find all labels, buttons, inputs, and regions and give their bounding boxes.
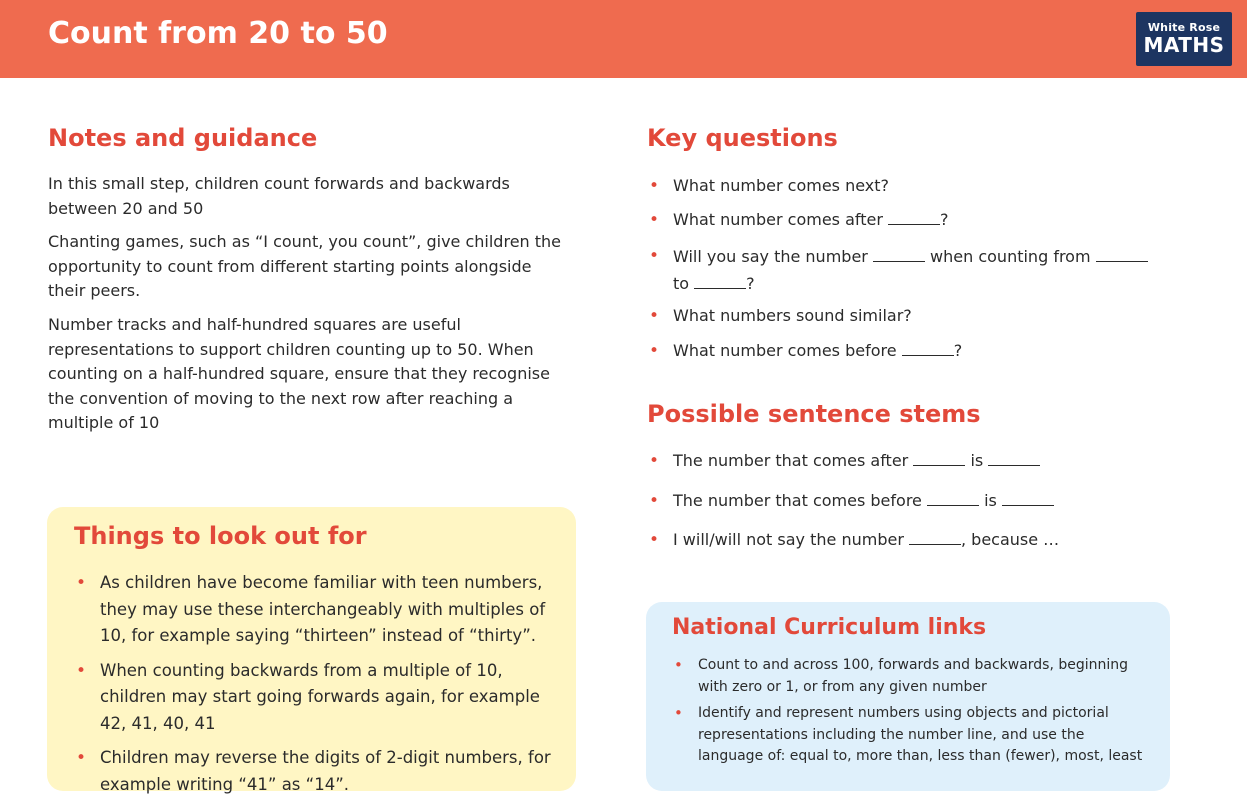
- stem-text: , because …: [961, 530, 1060, 549]
- stem-text: I will/will not say the number: [673, 530, 904, 549]
- page-title: Count from 20 to 50: [48, 16, 388, 51]
- lookout-item-text: As children have become familiar with teen numbers, they may use these interchangeably with multiples of 10, for example saying “thirteen” instead of “thirty”.: [100, 573, 546, 645]
- lookout-heading: Things to look out for: [74, 522, 367, 550]
- answer-blank: [902, 342, 954, 356]
- bullet-icon: •: [649, 176, 660, 196]
- logo-text-top: White Rose: [1147, 21, 1221, 34]
- list-item: [74, 570, 564, 650]
- list-item: [647, 528, 1167, 552]
- answer-blank: [909, 531, 961, 545]
- sentence-stems-list: [647, 449, 1167, 552]
- list-item: [647, 449, 1167, 473]
- list-item: [647, 208, 1167, 232]
- bullet-icon: •: [649, 530, 660, 550]
- question-text: ?: [940, 210, 949, 229]
- question-text: ?: [746, 274, 755, 293]
- bullet-icon: •: [674, 656, 683, 674]
- question-text: ?: [953, 341, 963, 360]
- answer-blank: [988, 452, 1040, 466]
- list-item: [74, 745, 564, 798]
- notes-paragraph: Chanting games, such as “I count, you count”, give children the opportunity to count from different starting points alongside their peers.: [48, 232, 562, 300]
- white-rose-maths-logo: [1136, 12, 1232, 66]
- bullet-icon: •: [649, 306, 660, 326]
- bullet-icon: •: [76, 573, 87, 593]
- question-text: when counting from: [930, 247, 1091, 266]
- curriculum-list: [672, 655, 1152, 768]
- question-text: What number comes before: [673, 341, 897, 360]
- bullet-icon: •: [649, 491, 660, 511]
- list-item: [672, 703, 1152, 768]
- sentence-stems-heading: Possible sentence stems: [647, 400, 981, 428]
- notes-heading: Notes and guidance: [48, 124, 318, 152]
- notes-paragraph: In this small step, children count forwards and backwards between 20 and 50: [48, 174, 510, 218]
- header-bar: [0, 0, 1247, 78]
- list-item: [647, 339, 1167, 363]
- list-item: [672, 655, 1152, 698]
- question-text: What numbers sound similar?: [673, 306, 912, 325]
- key-questions-list: [647, 174, 1167, 363]
- curriculum-item-text: Count to and across 100, forwards and backwards, beginning with zero or 1, or from any given number: [698, 657, 1129, 695]
- stem-text: The number that comes after: [673, 451, 909, 470]
- list-item: [647, 304, 1167, 328]
- lookout-item-text: Children may reverse the digits of 2-digit numbers, for example writing “41” as “14”.: [100, 748, 551, 794]
- answer-blank: [888, 211, 940, 225]
- key-questions-heading: Key questions: [647, 124, 838, 152]
- question-text: What number comes after: [673, 210, 883, 229]
- answer-blank: [694, 275, 746, 289]
- lookout-list: [74, 570, 564, 798]
- answer-blank: [1096, 248, 1148, 262]
- question-text: What number comes next?: [673, 176, 890, 195]
- bullet-icon: •: [76, 748, 87, 768]
- bullet-icon: •: [76, 660, 87, 681]
- curriculum-item-text: Identify and represent numbers using objects and pictorial representations including the number line, and use the language of: equal to, more than, less than (fewer), most, least: [698, 705, 1143, 764]
- stem-text: is: [970, 451, 984, 470]
- answer-blank: [873, 248, 925, 262]
- list-item: [647, 243, 1167, 297]
- list-item: [74, 658, 564, 738]
- lookout-item-text: When counting backwards from a multiple of 10, children may start going forwards again, for example 42, 41, 40, 41: [100, 660, 540, 733]
- stem-text: is: [984, 491, 997, 510]
- bullet-icon: •: [649, 341, 660, 361]
- bullet-icon: •: [649, 451, 660, 471]
- list-item: [647, 174, 1167, 198]
- answer-blank: [927, 492, 979, 506]
- curriculum-heading: National Curriculum links: [672, 615, 987, 640]
- notes-paragraph: Number tracks and half-hundred squares are useful representations to support children counting up to 50. When counting on a half-hundred square, ensure that they recognise the convention of moving to the next row after reaching a multiple of 10: [48, 315, 550, 432]
- list-item: [647, 489, 1167, 513]
- bullet-icon: •: [649, 210, 660, 230]
- stem-text: The number that comes before: [673, 491, 922, 510]
- bullet-icon: •: [674, 704, 683, 722]
- bullet-icon: •: [649, 246, 660, 266]
- question-text: to: [673, 274, 690, 293]
- answer-blank: [913, 452, 965, 466]
- answer-blank: [1002, 492, 1054, 506]
- question-text: Will you say the number: [673, 247, 868, 266]
- logo-text-bottom: MATHS: [1143, 33, 1225, 57]
